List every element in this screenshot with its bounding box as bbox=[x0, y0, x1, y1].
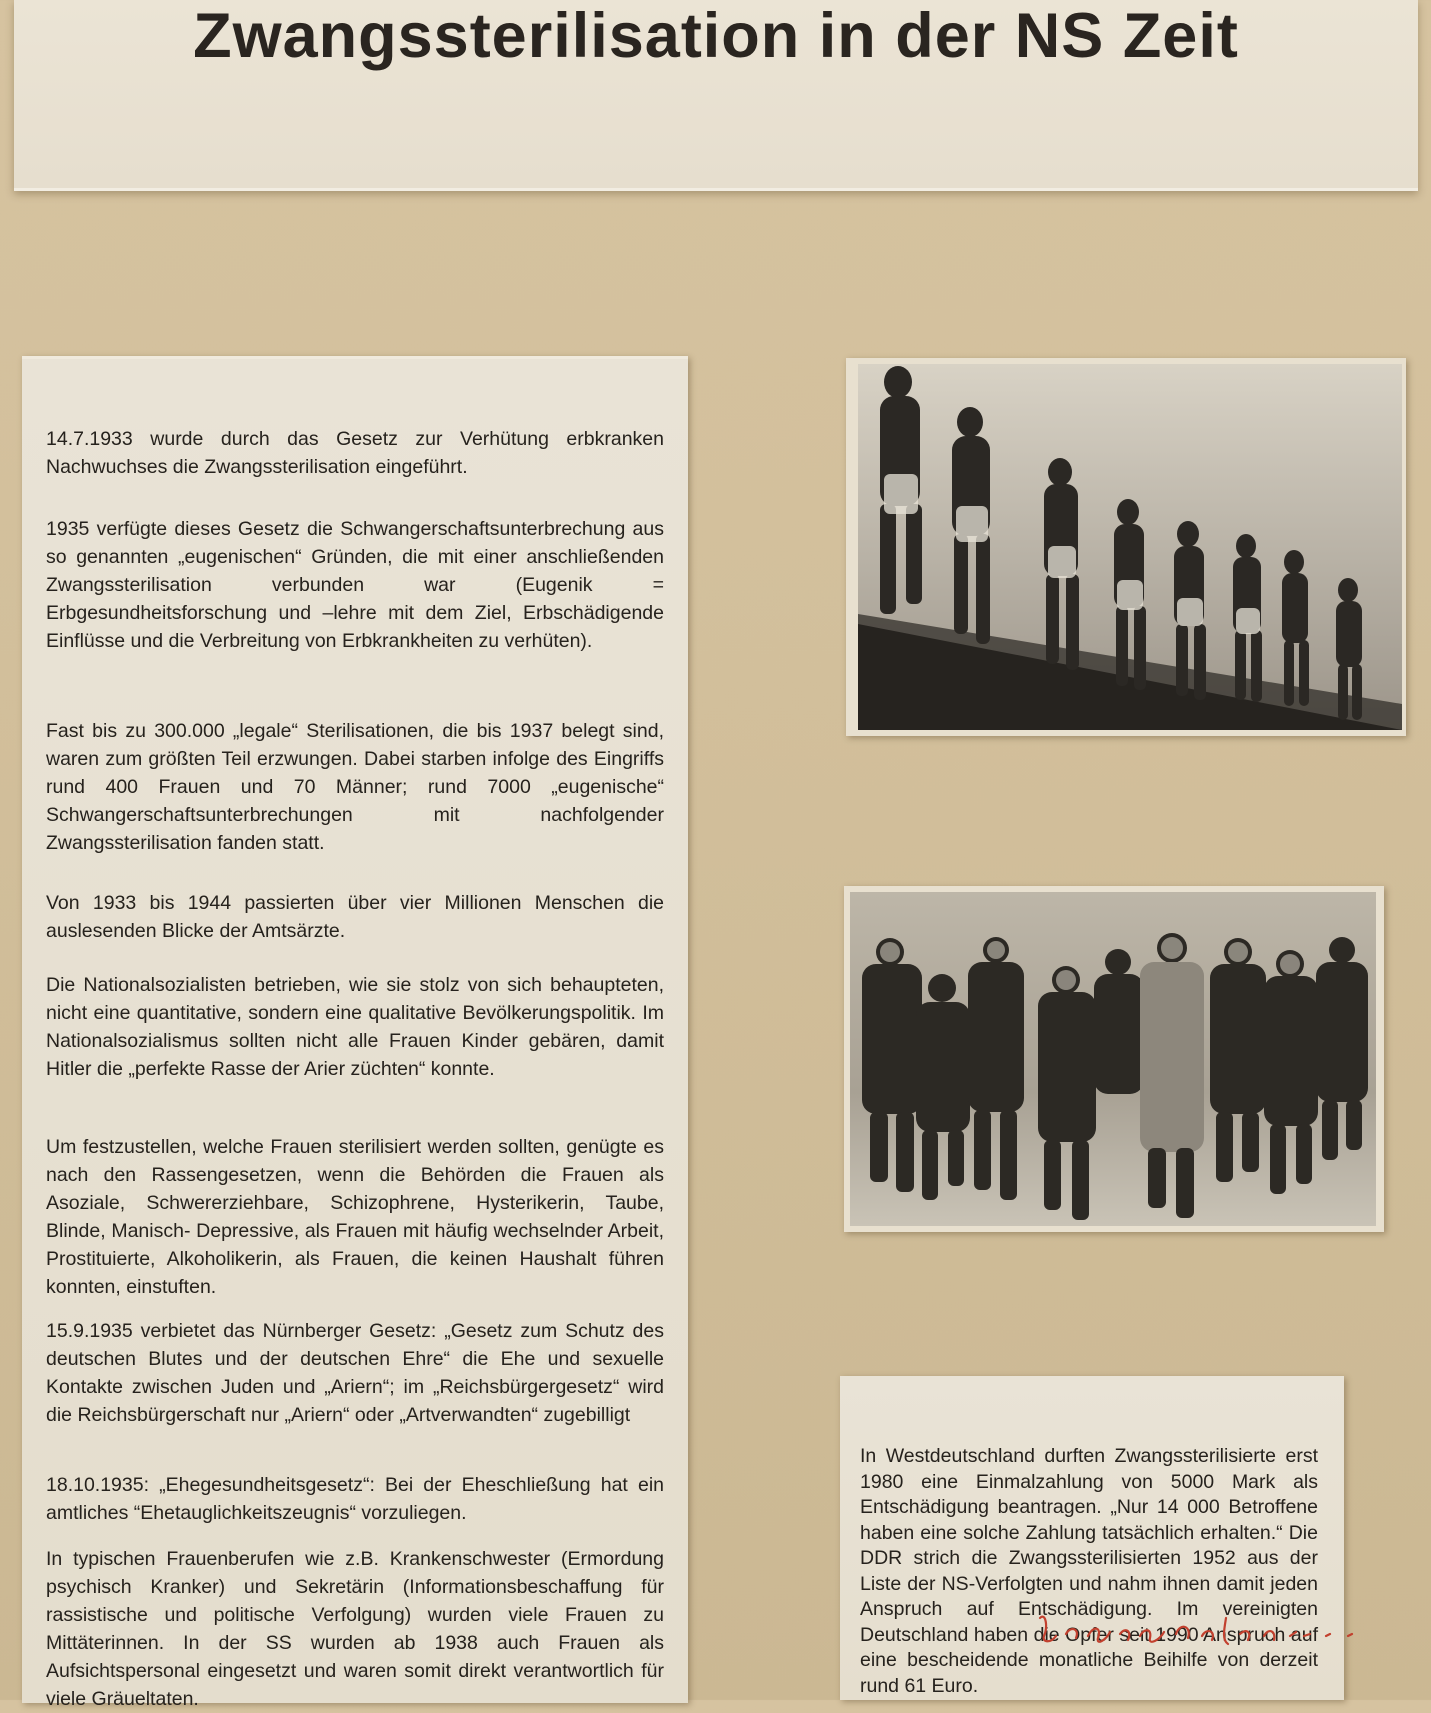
paragraph-7: 15.9.1935 verbietet das Nürnberger Gesetz: „Gesetz zum Schutz des deutschen Blutes und der deutschen Ehre“ die Ehe und sexuelle Kontakte zwischen Juden und „Ariern“; im „Reichsbürgergesetz“ wird die Reichsbürgerschaft nur „Ariern“ oder „Artverwandten“ zugebilligt bbox=[46, 1320, 664, 1426]
photo-frame-group bbox=[844, 886, 1384, 1232]
paragraph-4: Von 1933 bis 1944 passierten über vier Millionen Menschen die auslesenden Blicke der Amtsärzte. bbox=[46, 892, 664, 942]
compensation-note-text: In Westdeutschland durften Zwangssterilisierte erst 1980 eine Einmalzahlung von 5000 Mark als Entschädigung beantragen. „Nur 14 000 Betroffene haben eine solche Zahlung tatsächlich erhalten.“ Die DDR strich die Zwangssterilisierten 1952 aus der Liste der NS-Verfolgten und nahm ihnen damit jeden Anspruch auf Entschädigung. Im vereinigten Deutschland haben die Opfer seit 1990 Anspruch auf eine bescheidende monatliche Beihilfe von derzeit rund 61 Euro. bbox=[860, 1445, 1318, 1697]
photo-frame-running bbox=[846, 358, 1406, 736]
photo-group-prisoners-icon bbox=[850, 892, 1376, 1226]
handwritten-signature-icon bbox=[1036, 1606, 1376, 1656]
page-title: Zwangssterilisation in der NS Zeit bbox=[193, 1, 1239, 71]
paragraph-9: In typischen Frauenberufen wie z.B. Krankenschwester (Ermordung psychisch Kranker) und Sekretärin (Informationsbeschaffung für rassistische und politische Verfolgung) wurden viele Frauen zu Mittäterinnen. In der SS wurden ab 1938 auch Frauen als Aufsichtspersonal eingesetzt und waren somit direkt verantwortlich für viele Gräueltaten. bbox=[46, 1548, 664, 1710]
paragraph-6: Um festzustellen, welche Frauen sterilisiert werden sollten, genügte es nach den Rassengesetzen, wenn die Behörden die Frauen als Asoziale, Schwererziehbare, Schizophrene, Hysterikerin, Taube, Blinde, Manisch- Depressive, als Frauen mit häufig wechselnder Arbeit, Prostituierte, Alkoholikerin, als Frauen, die keinen Haushalt führen konnten, einstuften. bbox=[46, 1136, 664, 1298]
paragraph-8: 18.10.1935: „Ehegesundheitsgesetz“: Bei der Eheschließung hat ein amtliches “Ehetauglichkeitszeugnis“ vorzuliegen. bbox=[46, 1474, 664, 1524]
photo-running-men-icon bbox=[858, 364, 1402, 730]
paragraph-1: 14.7.1933 wurde durch das Gesetz zur Verhütung erbkranken Nachwuchses die Zwangssterilisation eingeführt. bbox=[46, 428, 664, 478]
title-banner bbox=[14, 0, 1418, 191]
main-text-panel bbox=[22, 356, 688, 1710]
paragraph-5: Die Nationalsozialisten betrieben, wie sie stolz von sich behaupteten, nicht eine quantitative, sondern eine qualitative Bevölkerungspolitik. Im Nationalsozialismus sollten nicht alle Frauen Kinder gebären, damit Hitler die „perfekte Rasse der Arier züchten“ konnte. bbox=[46, 974, 664, 1080]
paragraph-3: Fast bis zu 300.000 „legale“ Sterilisationen, die bis 1937 belegt sind, waren zum größten Teil erzwungen. Dabei starben infolge des Eingriffs rund 400 Frauen und 70 Männer; rund 7000 „eugenische“ Schwangerschaftsunterbrechungen mit nachfolgender Zwangssterilisation fanden statt. bbox=[46, 720, 664, 854]
paragraph-2: 1935 verfügte dieses Gesetz die Schwangerschaftsunterbrechung aus so genannten „eugenischen“ Gründen, die mit einer anschließenden Zwangssterilisation verbunden war (Eugenik = Erbgesundheitsforschung und –lehre mit dem Ziel, Erbschädigende Einflüsse und die Verbreitung von Erbkrankheiten zu verhüten). bbox=[46, 518, 664, 652]
